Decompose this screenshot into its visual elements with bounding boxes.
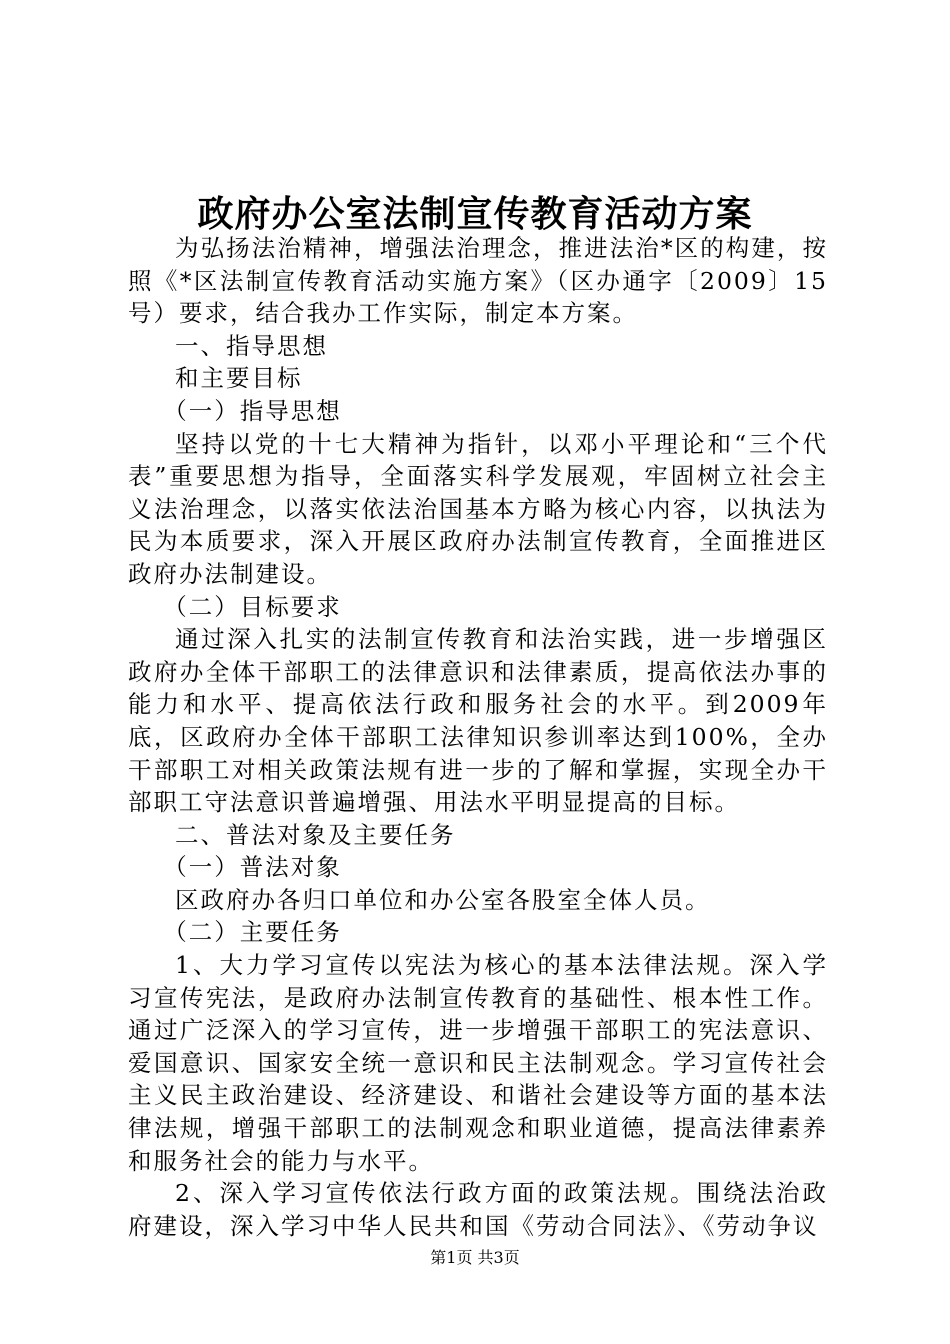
paragraph-audience: 区政府办各归口单位和办公室各股室全体人员。 [175, 885, 711, 914]
paragraph-intro: 为弘扬法治精神，增强法治理念，推进法治*区的构建，按照《*区法制宣传教育活动实施方案》（区办通字〔2009〕15号）要求，结合我办工作实际，制定本方案。 [128, 234, 828, 328]
paragraph-task-2: 2、深入学习宣传依法行政方面的政策法规。围绕法治政府建设，深入学习中华人民共和国《劳动合同法》、《劳动争议 [128, 1179, 828, 1240]
subheading-goal-requirements: （二）目标要求 [163, 592, 342, 621]
document-title: 政府办公室法制宣传教育活动方案 [197, 193, 753, 235]
page-footer: 第1页 共3页 [430, 1248, 520, 1267]
subheading-guiding-ideology: （一）指导思想 [163, 396, 342, 425]
heading-audience-and-tasks: 二、普法对象及主要任务 [175, 820, 456, 849]
heading-guiding-ideology: 一、指导思想 [175, 331, 328, 360]
subheading-main-tasks: （二）主要任务 [163, 918, 342, 947]
document-body [128, 232, 828, 1242]
paragraph-guiding-ideology: 坚持以党的十七大精神为指针，以邓小平理论和“三个代表”重要思想为指导，全面落实科学发展观，牢固树立社会主义法治理念，以落实依法治国基本方略为核心内容，以执法为民为本质要求，深入开展区政府办法制宣传教育，全面推进区政府办法制建设。 [128, 429, 828, 588]
paragraph-task-1: 1、大力学习宣传以宪法为核心的基本法律法规。深入学习宣传宪法，是政府办法制宣传教育的基础性、根本性工作。通过广泛深入的学习宣传，进一步增强干部职工的宪法意识、爱国意识、国家安全统一意识和民主法制观念。学习宣传社会主义民主政治建设、经济建设、和谐社会建设等方面的基本法律法规，增强干部职工的法制观念和职业道德，提高法律素养和服务社会的能力与水平。 [128, 951, 828, 1175]
paragraph-goal-requirements: 通过深入扎实的法制宣传教育和法治实践，进一步增强区政府办全体干部职工的法律意识和法律素质，提高依法办事的能力和水平、提高依法行政和服务社会的水平。到2009年底，区政府办全体干部职工法律知识参训率达到100%，全办干部职工对相关政策法规有进一步的了解和掌握，实现全办干部职工守法意识普遍增强、用法水平明显提高的目标。 [128, 625, 828, 817]
subheading-audience: （一）普法对象 [163, 853, 342, 882]
heading-main-goals: 和主要目标 [175, 364, 303, 393]
